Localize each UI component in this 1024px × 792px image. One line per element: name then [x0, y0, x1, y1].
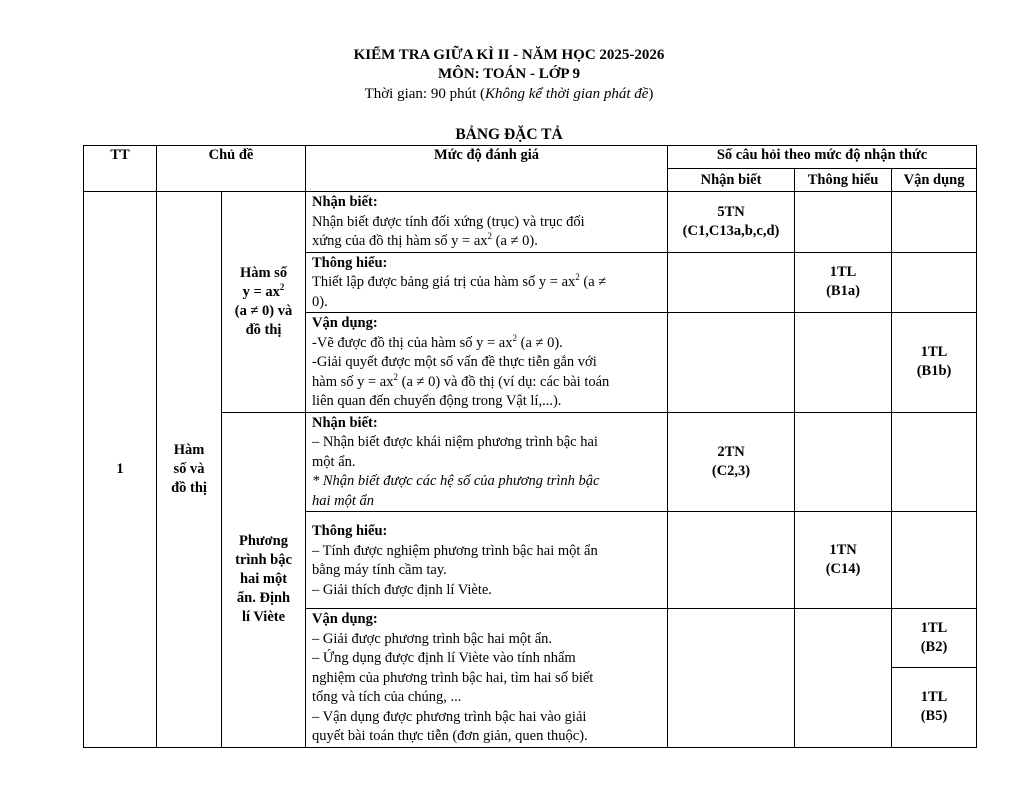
exponent: 2	[512, 332, 517, 343]
level-label: Vận dụng:	[312, 611, 378, 627]
exponent: 2	[279, 281, 285, 292]
count-ref: (B1b)	[916, 363, 952, 380]
count-van-dung	[892, 313, 977, 413]
topic-line: Hàm	[173, 441, 205, 458]
count-ref: (C1,C13a,b,c,d)	[682, 222, 780, 239]
count-value: 1TL	[920, 620, 948, 637]
criteria-line: Nhận biết được tính đối xứng (trục) và trục đối	[312, 213, 585, 230]
count-nhan-biet	[668, 252, 795, 313]
count-thong-hieu	[795, 609, 892, 748]
count-nhan-biet	[668, 192, 795, 253]
count-van-dung	[892, 512, 977, 609]
criteria-line	[312, 334, 663, 354]
subtopic-ham-so	[222, 192, 306, 413]
criteria-text: (a ≠ 0).	[492, 233, 538, 249]
criteria-line: liên quan đến chuyển động trong Vật lí,...).	[312, 393, 562, 409]
criteria-text: hàm số y = ax	[312, 373, 394, 390]
header-van-dung: Vận dụng	[892, 169, 977, 192]
count-thong-hieu	[795, 192, 892, 253]
subtopic-phuong-trinh	[222, 412, 306, 747]
count-value: 1TL	[829, 264, 857, 281]
criteria-cell	[306, 252, 668, 313]
criteria-line: – Vận dụng được phương trình bậc hai vào giải	[312, 708, 587, 725]
level-label: Thông hiểu:	[312, 254, 388, 271]
criteria-cell	[306, 192, 668, 253]
count-ref: (B5)	[920, 708, 948, 725]
specification-table	[83, 145, 977, 748]
subtopic-line: Phương	[239, 533, 288, 549]
subtopic-line	[222, 283, 305, 302]
table-title: BẢNG ĐẶC TẢ	[455, 126, 563, 143]
criteria-line	[312, 232, 663, 252]
exam-title: KIỂM TRA GIỮA KÌ II - NĂM HỌC 2025-2026	[353, 47, 665, 63]
criteria-text: (a ≠ 0) và đồ thị (ví dụ: các bài toán	[398, 373, 610, 390]
count-van-dung	[892, 668, 977, 747]
count-value: 1TN	[829, 542, 857, 558]
subtopic-line: ẩn. Định	[236, 590, 291, 606]
table-row	[84, 192, 977, 253]
count-van-dung	[892, 412, 977, 512]
criteria-line: – Giải thích được định lí Viète.	[312, 581, 492, 598]
header-thong-hieu: Thông hiểu	[795, 169, 892, 192]
exponent: 2	[575, 272, 580, 283]
count-ref: (C2,3)	[711, 462, 751, 479]
subtopic-line: trình bậc	[235, 552, 292, 568]
exam-time-prefix: Thời gian: 90 phút (	[364, 86, 485, 102]
criteria-line: hai một ẩn	[312, 492, 375, 509]
criteria-text: xứng của đồ thị hàm số y = ax	[312, 233, 488, 249]
criteria-text: (a ≠ 0).	[517, 334, 563, 351]
exponent: 2	[393, 371, 398, 382]
level-label: Nhận biết:	[312, 414, 378, 431]
count-van-dung	[892, 609, 977, 668]
criteria-cell	[306, 609, 668, 748]
subtopic-line: đồ thị	[245, 321, 282, 338]
criteria-line: – Tính được nghiệm phương trình bậc hai một ẩn	[312, 542, 598, 559]
exponent: 2	[487, 231, 493, 242]
criteria-line: – Giải được phương trình bậc hai một ẩn.	[312, 630, 553, 647]
count-thong-hieu	[795, 252, 892, 313]
header-row-1	[84, 146, 977, 169]
criteria-line: tổng và tích của chúng, ...	[312, 689, 462, 705]
subtopic-line: (a ≠ 0) và	[234, 302, 293, 319]
exam-time	[0, 86, 1018, 103]
header-tt: TT	[84, 146, 157, 192]
count-ref: (C14)	[825, 561, 861, 577]
count-ref: (B2)	[920, 639, 948, 656]
criteria-cell	[306, 313, 668, 413]
count-van-dung	[892, 192, 977, 253]
header-chu-de: Chủ đề	[157, 146, 306, 192]
level-label: Thông hiểu:	[312, 523, 388, 539]
topic-line: đồ thị	[171, 479, 207, 496]
subtopic-line: lí Viète	[241, 609, 286, 625]
criteria-line: nghiệm của phương trình bậc hai, tìm hai số biết	[312, 669, 594, 686]
criteria-line: bằng máy tính cầm tay.	[312, 562, 447, 578]
level-label: Vận dụng:	[312, 315, 378, 331]
criteria-line: quyết bài toán thực tiễn (đơn giản, quen thuộc).	[312, 728, 588, 744]
count-ref: (B1a)	[826, 283, 860, 300]
criteria-line: một ẩn.	[312, 453, 356, 470]
criteria-cell	[306, 412, 668, 512]
subtopic-formula: y = ax	[242, 283, 280, 300]
count-value: 1TL	[920, 689, 948, 706]
count-van-dung	[892, 252, 977, 313]
count-value: 2TN	[717, 443, 745, 460]
count-thong-hieu	[795, 412, 892, 512]
count-nhan-biet	[668, 412, 795, 512]
criteria-line: – Nhận biết được khái niệm phương trình bậc hai	[312, 434, 598, 450]
count-nhan-biet	[668, 609, 795, 748]
criteria-text: -Vẽ được đồ thị của hàm số y = ax	[312, 334, 513, 351]
topic-line: số và	[173, 460, 205, 477]
topic-cell	[157, 192, 222, 748]
exam-subject: MÔN: TOÁN - LỚP 9	[438, 66, 580, 82]
exam-time-note: Không kể thời gian phát đề	[485, 86, 649, 102]
criteria-text: Thiết lập được bảng giá trị của hàm số y = ax	[312, 274, 576, 290]
count-value: 5TN	[717, 203, 745, 220]
criteria-text: (a ≠	[579, 274, 607, 290]
criteria-line	[312, 273, 663, 293]
header-so-cau: Số câu hỏi theo mức độ nhận thức	[668, 146, 977, 169]
header-nhan-biet: Nhận biết	[668, 169, 795, 192]
header-muc-do: Mức độ đánh giá	[306, 146, 668, 192]
criteria-line: 0).	[312, 293, 328, 310]
count-value: 1TL	[920, 344, 948, 361]
exam-time-suffix: )	[648, 86, 654, 102]
count-nhan-biet	[668, 512, 795, 609]
criteria-line	[312, 373, 663, 393]
subtopic-line: hai một	[239, 571, 288, 587]
criteria-line: * Nhận biết được các hệ số của phương trình bậc	[312, 473, 600, 489]
count-thong-hieu	[795, 313, 892, 413]
row-number: 1	[84, 192, 157, 748]
criteria-line: -Giải quyết được một số vấn đề thực tiễn gắn với	[312, 354, 597, 370]
subtopic-line: Hàm số	[239, 264, 288, 281]
count-thong-hieu	[795, 512, 892, 609]
count-nhan-biet	[668, 313, 795, 413]
criteria-cell	[306, 512, 668, 609]
level-label: Nhận biết:	[312, 194, 378, 210]
criteria-line: – Ứng dụng được định lí Viète vào tính nhẩm	[312, 650, 576, 666]
